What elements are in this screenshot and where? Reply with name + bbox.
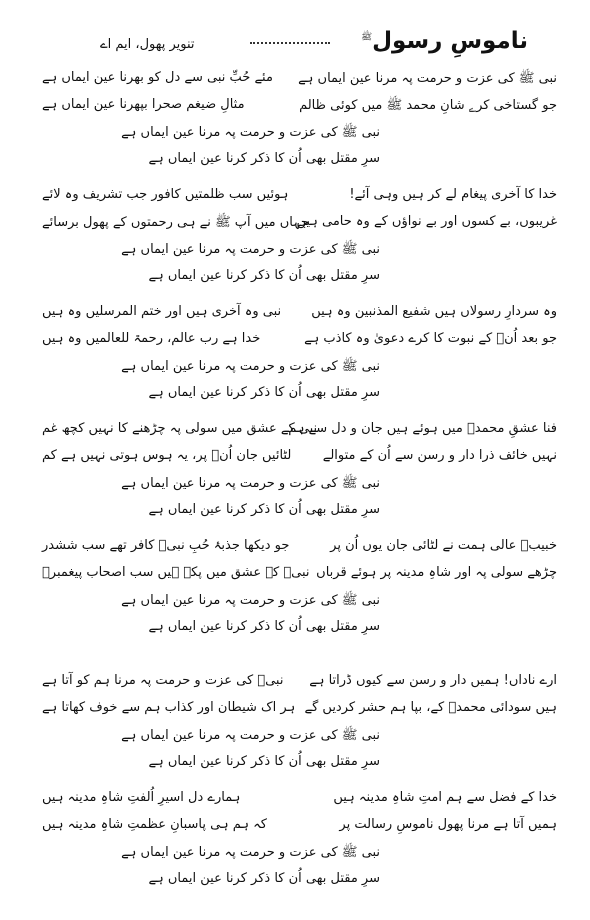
refrain-line <box>0 498 590 525</box>
refrain-line <box>0 354 590 381</box>
verse-right: فنا عشقِ محمدؐ میں ہوئے ہیں جان و دل سے ہم <box>288 421 557 436</box>
refrain-line <box>0 750 590 777</box>
refrain-line <box>0 147 590 174</box>
stanza <box>0 417 590 525</box>
verse-left: ہمارے دل اسیرِ اُلفتِ شاہِ مدینہ ہیں <box>42 790 241 805</box>
refrain-line <box>0 264 590 291</box>
verse-left: ہر اک شیطان اور کذاب ہم سے خوف کھاتا ہے <box>42 700 296 715</box>
verse-line <box>0 561 590 588</box>
verse-line <box>0 300 590 327</box>
refrain-line <box>0 381 590 408</box>
verse-right: ارے ناداں! ہمیں دار و رسن سے کیوں ڈراتا ہے <box>309 673 557 688</box>
verse-right: خدا کا آخری پیغام لے کر ہیں وہی آئے! <box>349 187 557 202</box>
verse-line <box>0 183 590 210</box>
verse-right: چڑھے سولی پہ اور شاہِ مدینہ پر ہوئے قرباں <box>316 565 557 580</box>
honorific-mark: ﷺ <box>361 32 373 43</box>
verse-line <box>0 696 590 723</box>
refrain-text: نبی ﷺ کی عزت و حرمت پہ مرنا عین ایماں ہے <box>121 242 380 257</box>
verse-left: خدا ہے رب عالم، رحمۃ للعالمیں وہ ہیں <box>42 331 261 346</box>
refrain-text: سرِ مقتل بھی اُن کا ذکر کرنا عین ایماں ہے <box>148 151 380 166</box>
verse-left: جہاں میں آپ ﷺ نے ہی رحمتوں کے پھول برسائے <box>42 215 309 230</box>
verse-line <box>0 210 590 237</box>
verse-right: جو گستاخی کرے شانِ محمد ﷺ میں کوئی ظالم <box>299 98 557 113</box>
verse-line <box>0 669 590 696</box>
verse-right: خدا کے فضل سے ہم امتِ شاہِ مدینہ ہیں <box>333 790 557 805</box>
poem-header <box>0 28 590 62</box>
refrain-line <box>0 588 590 615</box>
verse-line <box>0 327 590 354</box>
verse-right: نبی ﷺ کی عزت و حرمت پہ مرنا عین ایماں ہے <box>298 71 557 86</box>
refrain-text: سرِ مقتل بھی اُن کا ذکر کرنا عین ایماں ہے <box>148 385 380 400</box>
author-name: تنویر پھول، ایم اے <box>100 37 195 52</box>
verse-left: نبی کے عشق میں سولی پہ چڑھنے کا نہیں کچھ غم <box>42 421 318 436</box>
verse-line <box>0 813 590 840</box>
verse-left: جو دیکھا جذبۂ حُبِ نبیؐ کافر تھے سب ششدر <box>42 538 290 553</box>
refrain-text: نبی ﷺ کی عزت و حرمت پہ مرنا عین ایماں ہے <box>121 125 380 140</box>
stanza <box>0 300 590 408</box>
verse-right: نہیں خائف ذرا دار و رسن سے اُن کے متوالے <box>322 448 557 463</box>
stanza <box>0 66 590 174</box>
verse-right: وہ سردارِ رسولاں ہیں شفیع المذنبین وہ ہیں <box>311 304 557 319</box>
refrain-line <box>0 237 590 264</box>
refrain-text: سرِ مقتل بھی اُن کا ذکر کرنا عین ایماں ہے <box>148 754 380 769</box>
dotted-leader <box>250 42 330 44</box>
verse-left: مئے حُبِّ نبی سے دل کو بھرنا عین ایماں ہے <box>42 70 273 85</box>
stanza <box>0 669 590 777</box>
poem-title <box>361 28 528 54</box>
verse-left: لٹائیں جان اُنؐ پر، یہ ہوس ہوتی نہیں ہے کم <box>42 448 292 463</box>
refrain-line <box>0 867 590 894</box>
refrain-line <box>0 615 590 642</box>
verse-left: نبیؐ کے عشق میں پکے ہیں سب اصحاب پیغمبرؐ <box>42 565 310 580</box>
verse-line <box>0 417 590 444</box>
refrain-text: نبی ﷺ کی عزت و حرمت پہ مرنا عین ایماں ہے <box>121 593 380 608</box>
verse-right: ہمیں آتا ہے مرنا پھول ناموسِ رسالت پر <box>339 817 557 832</box>
refrain-line <box>0 471 590 498</box>
stanza <box>0 534 590 642</box>
refrain-text: نبی ﷺ کی عزت و حرمت پہ مرنا عین ایماں ہے <box>121 728 380 743</box>
verse-line <box>0 786 590 813</box>
verse-left: نبیؐ کی عزت و حرمت پہ مرنا ہم کو آتا ہے <box>42 673 284 688</box>
verse-right: ہیں سودائی محمدؐ کے، بپا ہم حشر کردیں گے <box>304 700 557 715</box>
stanza <box>0 183 590 291</box>
verse-left: مثالِ ضیغم صحرا بپھرنا عین ایماں ہے <box>42 97 245 112</box>
verse-right: جو بعد اُنؐ کے نبوت کا کرے دعویٰ وہ کاذب ہے <box>304 331 557 346</box>
verse-left: ہوئیں سب ظلمتیں کافور جب تشریف وہ لائے <box>42 187 289 202</box>
stanza <box>0 786 590 894</box>
refrain-line <box>0 723 590 750</box>
refrain-text: سرِ مقتل بھی اُن کا ذکر کرنا عین ایماں ہے <box>148 502 380 517</box>
verse-line <box>0 66 590 93</box>
poem-title-text: ناموسِ رسول <box>372 28 528 54</box>
verse-line <box>0 444 590 471</box>
refrain-text: سرِ مقتل بھی اُن کا ذکر کرنا عین ایماں ہے <box>148 871 380 886</box>
verse-right: خبیبؓ عالی ہمت نے لٹائی جان یوں اُن پر <box>330 538 557 553</box>
refrain-text: نبی ﷺ کی عزت و حرمت پہ مرنا عین ایماں ہے <box>121 845 380 860</box>
verse-line <box>0 93 590 120</box>
refrain-line <box>0 840 590 867</box>
refrain-text: نبی ﷺ کی عزت و حرمت پہ مرنا عین ایماں ہے <box>121 359 380 374</box>
verse-left: کہ ہم ہی پاسبانِ عظمتِ شاہِ مدینہ ہیں <box>42 817 267 832</box>
verse-right: غریبوں، بے کسوں اور بے نواؤں کے وہ حامی ہیں <box>296 214 557 229</box>
refrain-text: سرِ مقتل بھی اُن کا ذکر کرنا عین ایماں ہے <box>148 268 380 283</box>
refrain-text: نبی ﷺ کی عزت و حرمت پہ مرنا عین ایماں ہے <box>121 476 380 491</box>
refrain-text: سرِ مقتل بھی اُن کا ذکر کرنا عین ایماں ہے <box>148 619 380 634</box>
refrain-line <box>0 120 590 147</box>
verse-line <box>0 534 590 561</box>
verse-left: نبی وہ آخری ہیں اور ختم المرسلیں وہ ہیں <box>42 304 282 319</box>
